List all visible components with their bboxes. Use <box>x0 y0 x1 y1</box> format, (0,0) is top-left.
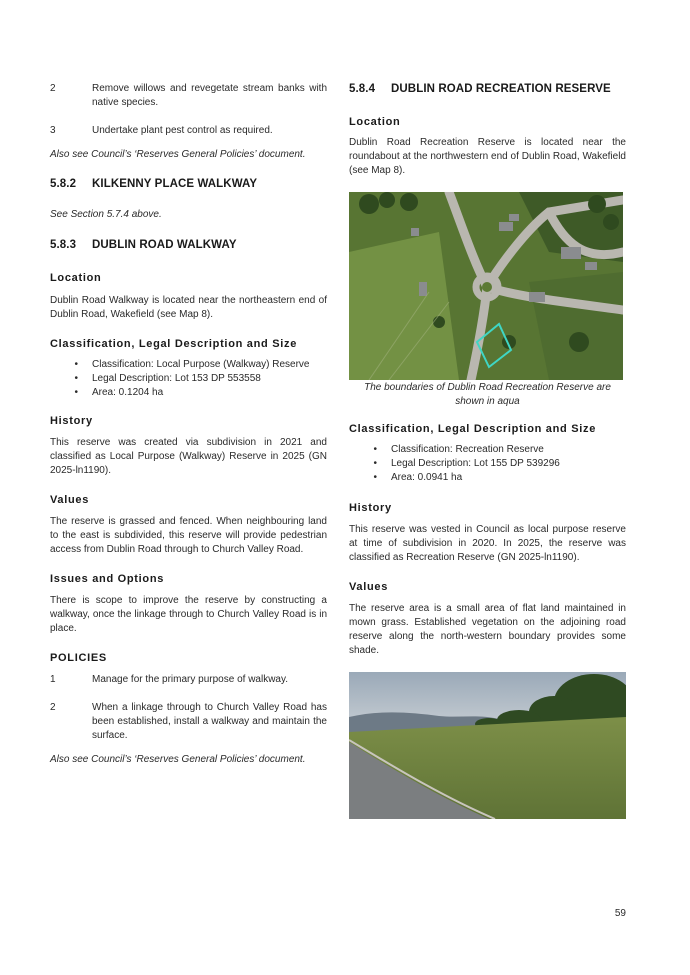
section-heading-5-8-2 <box>50 177 327 192</box>
location-text: Dublin Road Walkway is located near the northeastern end of Dublin Road, Wakefield (see Map 8). <box>50 295 327 320</box>
section-number: 5.8.2 <box>50 178 77 190</box>
policy-item <box>50 82 327 110</box>
reserve-photo <box>349 672 626 819</box>
see-also-note: Also see Council’s ‘Reserves General Policies’ document. <box>50 754 306 765</box>
list-item: • Classification: Recreation Reserve <box>373 444 544 455</box>
section-title: DUBLIN ROAD WALKWAY <box>92 239 237 251</box>
values-heading: Values <box>349 581 389 593</box>
policy-text: Manage for the primary purpose of walkway. <box>92 674 289 685</box>
section-note: See Section 5.7.4 above. <box>50 209 162 220</box>
history-heading: History <box>349 502 392 514</box>
history-text: This reserve was vested in Council as local purpose reserve at time of subdivision in 2020. In 2025, the reserve was classified as Recreation Reserve (GN 2025-ln1190). <box>349 524 626 563</box>
list-item: • Legal Description: Lot 155 DP 539296 <box>373 458 560 469</box>
values-heading: Values <box>50 494 90 506</box>
policy-text: When a linkage through to Church Valley Road has been established, install a walkway and maintain the surface. <box>92 702 327 741</box>
section-heading-5-8-4 <box>349 82 626 97</box>
list-item: • Classification: Local Purpose (Walkway) Reserve <box>74 359 310 370</box>
right-column <box>349 82 626 819</box>
list-item: • Area: 0.0941 ha <box>373 472 463 483</box>
history-text: This reserve was created via subdivision in 2021 and classified as Local Purpose (Walkway) Reserve in 2025 (GN 2025-ln1190). <box>50 437 327 476</box>
policy-item <box>50 701 327 743</box>
aerial-photo-graphic <box>349 192 623 380</box>
policy-text: Remove willows and revegetate stream banks with native species. <box>92 83 327 108</box>
section-title: DUBLIN ROAD RECREATION RESERVE <box>391 83 611 95</box>
policy-text: Undertake plant pest control as required. <box>92 125 273 136</box>
values-text: The reserve is grassed and fenced. When neighbouring land to the east is subdivided, this reserve will provide pedestrian access from Dublin Road through to Church Valley Road. <box>50 516 327 555</box>
list-item: • Area: 0.1204 ha <box>74 387 164 398</box>
policy-number: 2 <box>50 83 56 94</box>
reserve-photo-graphic <box>349 672 626 819</box>
section-title: KILKENNY PLACE WALKWAY <box>92 178 258 190</box>
aerial-photo <box>349 192 623 380</box>
page-number: 59 <box>614 908 626 919</box>
classification-list <box>349 443 626 485</box>
section-heading-5-8-3 <box>50 238 327 253</box>
policy-item <box>50 673 327 687</box>
policy-number: 2 <box>50 702 56 713</box>
history-heading: History <box>50 415 93 427</box>
policy-item <box>50 124 327 138</box>
classification-heading: Classification, Legal Description and Size <box>349 423 597 435</box>
see-also-note: Also see Council’s ‘Reserves General Policies’ document. <box>50 149 306 160</box>
left-column <box>50 82 327 767</box>
location-heading: Location <box>50 272 102 284</box>
classification-list <box>50 358 327 400</box>
policy-number: 1 <box>50 674 56 685</box>
section-number: 5.8.3 <box>50 239 77 251</box>
list-item: • Legal Description: Lot 153 DP 553558 <box>74 373 261 384</box>
location-text: Dublin Road Recreation Reserve is located near the roundabout at the northwestern end of Dublin Road, Wakefield (see Map 8). <box>349 137 626 176</box>
values-text: The reserve area is a small area of flat land maintained in mown grass. Established vegetation on the adjoining road reserve along the north-western boundary provides some shade. <box>349 603 626 656</box>
issues-text: There is scope to improve the reserve by constructing a walkway, once the linkage through to Church Valley Road is in place. <box>50 595 327 634</box>
issues-heading: Issues and Options <box>50 573 165 585</box>
policy-number: 3 <box>50 125 56 136</box>
location-heading: Location <box>349 116 401 128</box>
section-number: 5.8.4 <box>349 83 376 95</box>
policies-heading: POLICIES <box>50 652 107 664</box>
photo-caption: The boundaries of Dublin Road Recreation Reserve are shown in aqua <box>364 382 611 407</box>
classification-heading: Classification, Legal Description and Size <box>50 338 298 350</box>
